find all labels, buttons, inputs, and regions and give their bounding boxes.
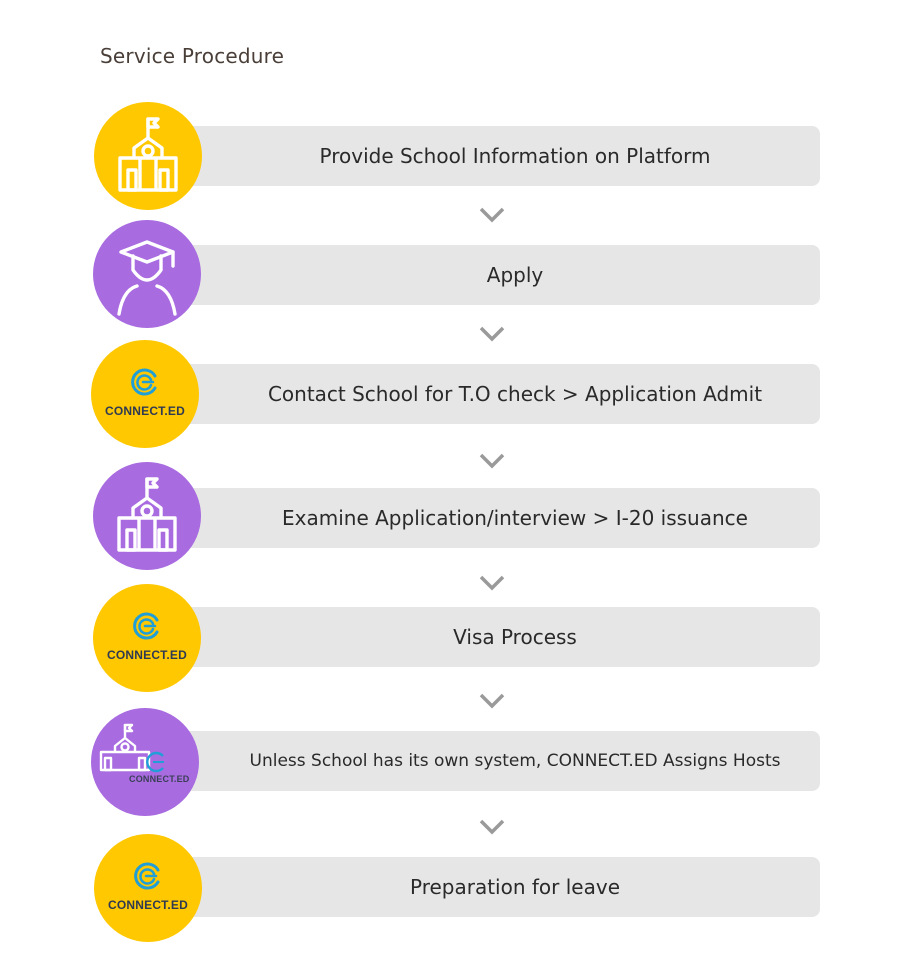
step-3-circle [91,340,199,448]
step-4-circle [93,462,201,570]
step-7-label: Preparation for leave [409,875,620,899]
step-5-bar [180,607,820,667]
step-5-label: Visa Process [453,625,577,649]
chevron-down-icon [478,692,506,710]
step-7-bar [180,857,820,917]
step-3-label: Contact School for T.O check > Application Admit [267,382,763,406]
step-6-bar [180,731,820,791]
step-1-bar [180,126,820,186]
step-6-label: Unless School has its own system, CONNECT.ED Assigns Hosts [249,751,781,771]
step-7-circle [94,834,202,942]
school-connected-icon [91,708,199,816]
connected-logo-text: CONNECT.ED [104,404,185,418]
chevron-down-icon [478,818,506,836]
chevron-down-icon [478,206,506,224]
step-2-label: Apply [486,263,544,287]
chevron-down-icon [478,325,506,343]
step-2-bar [180,245,820,305]
connected-logo-text: CONNECT.ED [106,648,187,662]
school-icon [106,114,190,198]
step-4-bar [180,488,820,548]
step-1-circle [94,102,202,210]
step-2-circle [93,220,201,328]
connected-logo-icon [132,860,164,892]
step-5-circle [93,584,201,692]
chevron-down-icon [478,574,506,592]
page-title: Service Procedure [100,44,285,68]
step-6-circle [91,708,199,816]
step-1-label: Provide School Information on Platform [319,144,711,168]
student-icon [105,232,189,316]
connected-logo-icon [131,610,163,642]
step-4-label: Examine Application/interview > I-20 issuance [282,506,748,530]
connected-logo-text: CONNECT.ED [107,898,188,912]
connected-logo-icon [129,366,161,398]
school-icon [105,474,189,558]
step-3-bar [180,364,820,424]
chevron-down-icon [478,452,506,470]
connected-logo-text: CONNECT.ED [129,774,190,784]
